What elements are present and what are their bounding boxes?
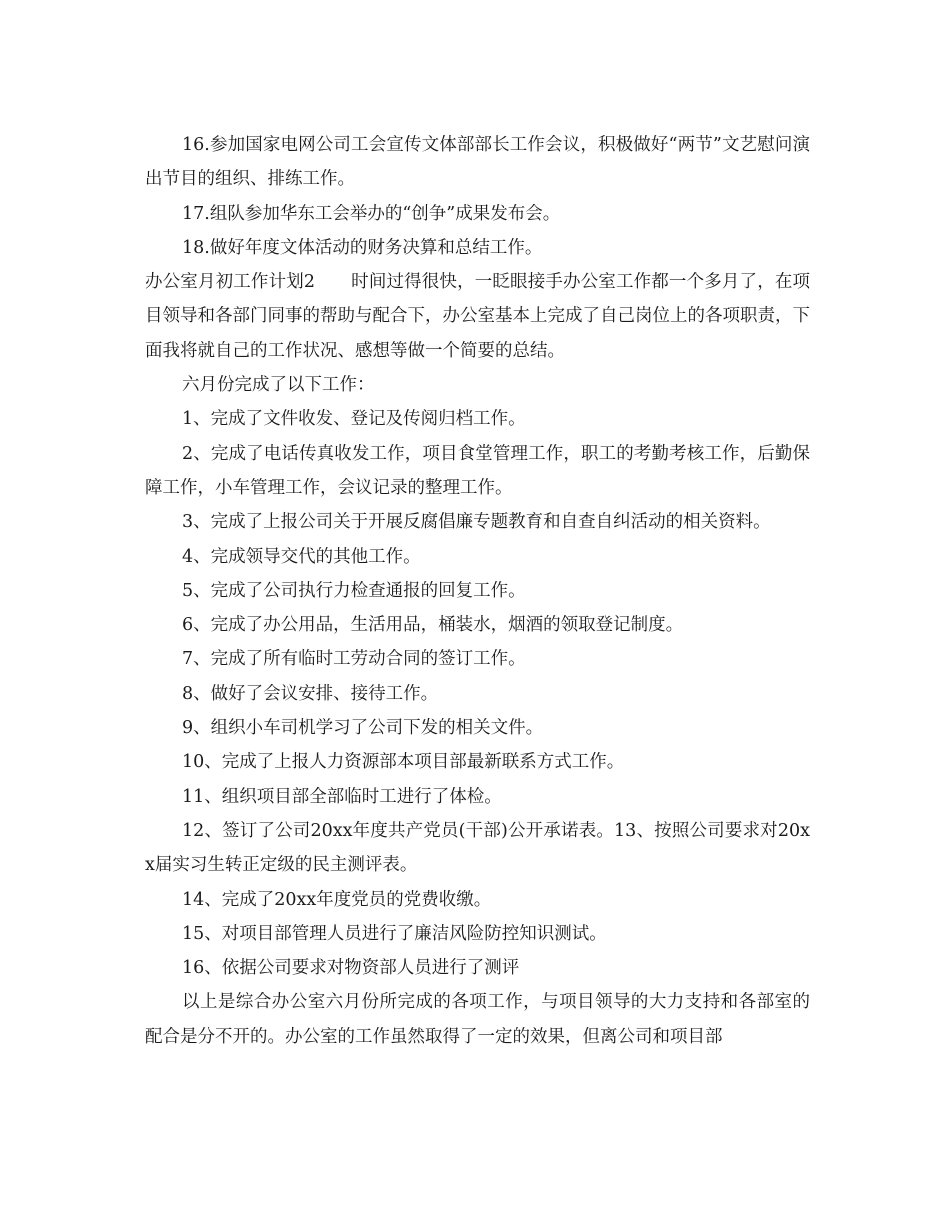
paragraph-item-18: 18.做好年度文体活动的财务决算和总结工作。 [182, 237, 543, 258]
section-heading: 办公室月初工作计划2 [145, 272, 316, 293]
list-item: 15、对项目部管理人员进行了廉洁风险防控知识测试。 [182, 923, 607, 944]
list-item: 六月份完成了以下工作： [182, 375, 375, 396]
list-item: 3、完成了上报公司关于开展反腐倡廉专题教育和自查自纠活动的相关资料。 [182, 512, 771, 533]
list-item: 9、组织小车司机学习了公司下发的相关文件。 [182, 718, 544, 739]
list-item: 8、做好了会议安排、接待工作。 [182, 683, 439, 704]
list-item: 6、完成了办公用品，生活用品，桶装水，烟酒的领取登记制度。 [182, 615, 684, 636]
list-item: 10、完成了上报人力资源部本项目部最新联系方式工作。 [182, 752, 625, 773]
list-item: 12、签订了公司20xx年度共产党员(干部)公开承诺表。13、按照公司要求对20xx届实习生转正定级的民主测评表。 [145, 820, 810, 876]
list-item: 4、完成领导交代的其他工作。 [182, 546, 421, 567]
paragraph-item-16: 16.参加国家电网公司工会宣传文体部部长工作会议，积极做好“两节”文艺慰问演出节目的组织、排练工作。 [145, 135, 810, 190]
list-item: 14、完成了20xx年度党员的党费收缴。 [182, 889, 492, 910]
section-paragraph [145, 265, 810, 368]
paragraph-item-17: 17.组队参加华东工会举办的“创争”成果发布会。 [182, 203, 561, 224]
list-item: 5、完成了公司执行力检查通报的回复工作。 [182, 580, 526, 601]
list-item: 1、完成了文件收发、登记及传阅归档工作。 [182, 409, 526, 430]
list-item: 2、完成了电话传真收发工作，项目食堂管理工作，职工的考勤考核工作，后勤保障工作，小车管理工作，会议记录的整理工作。 [145, 443, 810, 498]
list-item: 16、依据公司要求对物资部人员进行了测评 [182, 958, 520, 979]
closing-paragraph: 以上是综合办公室六月份所完成的各项工作，与项目领导的大力支持和各部室的配合是分不开的。办公室的工作虽然取得了一定的效果，但离公司和项目部 [145, 992, 810, 1047]
document-body [145, 128, 810, 1054]
section-intro: 时间过得很快，一眨眼接手办公室工作都一个多月了，在项目领导和各部门同事的帮助与配合下，办公室基本上完成了自己岗位上的各项职责，下面我将就自己的工作状况、感想等做一个简要的总结。 [145, 272, 810, 361]
list-item: 11、组织项目部全部临时工进行了体检。 [182, 786, 502, 807]
list-item: 7、完成了所有临时工劳动合同的签订工作。 [182, 649, 526, 670]
